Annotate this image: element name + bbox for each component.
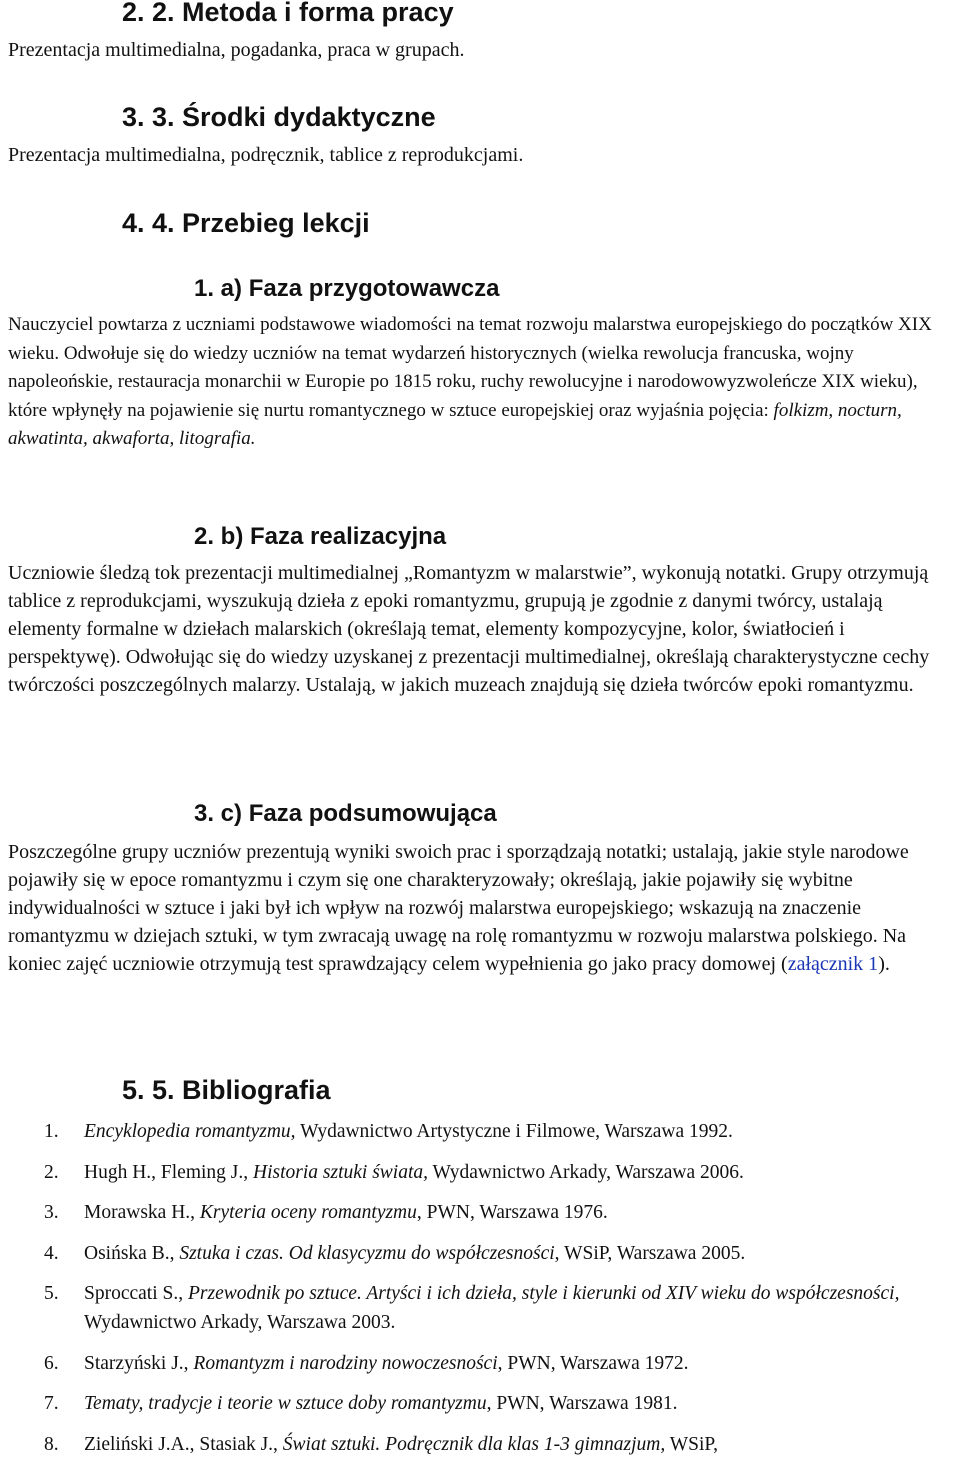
heading-phase-b: 2. b) Faza realizacyjna [194, 523, 447, 550]
bibliography-item: 8. Zieliński J.A., Stasiak J., Świat sztuki. Podręcznik dla klas 1-3 gimnazjum, WSiP, [44, 1433, 718, 1455]
heading-phase-a: 1. a) Faza przygotowawcza [194, 275, 500, 302]
bibliography-item: 3. Morawska H., Kryteria oceny romantyzmu, PWN, Warszawa 1976. [44, 1202, 608, 1223]
bibliography-item: 6. Starzyński J., Romantyzm i narodziny nowoczesności, PWN, Warszawa 1972. [44, 1352, 689, 1374]
bibliography-list [44, 1117, 956, 1470]
bibliography-item: 1. Encyklopedia romantyzmu, Wydawnictwo Artystyczne i Filmowe, Warszawa 1992. [44, 1121, 733, 1142]
attachment-link[interactable]: załącznik 1 [787, 953, 879, 975]
phase-c-body: Poszczególne grupy uczniów prezentują wyniki swoich prac i sporządzają notatki; ustalają, jakie style narodowe pojawiły się w epoce romantyzmu i czym się one charakteryzowały; określają, jakie pojawiły się wybitne indywidualności w sztuce i jaki był ich wpływ na rozwój malarstwa europejskiego; wskazują na znaczenie romantyzmu w dziejach sztuki, w tym zwracają uwagę na rolę romantyzmu w rozwoju malarstwa polskiego. Na koniec zajęć uczniowie otrzymują test sprawdzający celem wypełnienia go jako pracy domowej ( [8, 841, 909, 975]
heading-phase-c: 3. c) Faza podsumowująca [194, 800, 497, 827]
text-srodki: Prezentacja multimedialna, podręcznik, tablice z reprodukcjami. [8, 144, 524, 166]
heading-srodki: 3. 3. Środki dydaktyczne [122, 102, 436, 132]
bibliography-item: 2. Hugh H., Fleming J., Historia sztuki świata, Wydawnictwo Arkady, Warszawa 2006. [44, 1161, 744, 1183]
phase-a-body: Nauczyciel powtarza z uczniami podstawowe wiadomości na temat rozwoju malarstwa europejskiego do początków XIX wieku. Odwołuje się do wiedzy uczniów na temat wydarzeń historycznych (wielka rewolucja francuska, wojny napoleońskie, restauracja monarchii w Europie po 1815 roku, ruchy rewolucyjne i narodowowyzwoleńcze XIX wieku), które wpłynęły na pojawienie się nurtu romantycznego w sztuce europejskiej oraz wyjaśnia pojęcia: [8, 314, 932, 421]
bibliography-item: 7. Tematy, tradycje i teorie w sztuce doby romantyzmu, PWN, Warszawa 1981. [44, 1393, 678, 1414]
text-phase-c [8, 838, 958, 978]
text-phase-a [8, 311, 958, 454]
phase-a-terms: folkizm, nocturn, akwatinta, akwaforta, litografia. [8, 399, 902, 450]
heading-przebieg: 4. 4. Przebieg lekcji [122, 208, 370, 238]
text-phase-b: Uczniowie śledzą tok prezentacji multimedialnej „Romantyzm w malarstwie”, wykonują notatki. Grupy otrzymują tablice z reprodukcjami, wyszukują dzieła z epoki romantyzmu, grupują je zgodnie z danymi twórcy, ustalają elementy formalne w dziełach malarskich (określają temat, elementy kompozycyjne, kolor, światłocień i perspektywę). Odwołując się do wiedzy uzyskanej z prezentacji multimedialnej, określają charakterystyczne cechy twórczości poszczególnych malarzy. Ustalają, w jakich muzeach znajdują się dzieła twórców epoki romantyzmu. [8, 562, 930, 696]
bibliography-item: 4. Osińska B., Sztuka i czas. Od klasycyzmu do współczesności, WSiP, Warszawa 2005. [44, 1242, 746, 1264]
heading-bibliografia: 5. 5. Bibliografia [122, 1075, 331, 1105]
phase-c-tail: ). [878, 953, 890, 975]
heading-metoda: 2. 2. Metoda i forma pracy [122, 0, 454, 27]
bibliography-item: 5. Sproccati S., Przewodnik po sztuce. Artyści i ich dzieła, style i kierunki od XIV wieku do współczesności, Wydawnictwo Arkady, Warszawa 2003. [44, 1283, 900, 1333]
text-metoda: Prezentacja multimedialna, pogadanka, praca w grupach. [8, 39, 465, 61]
